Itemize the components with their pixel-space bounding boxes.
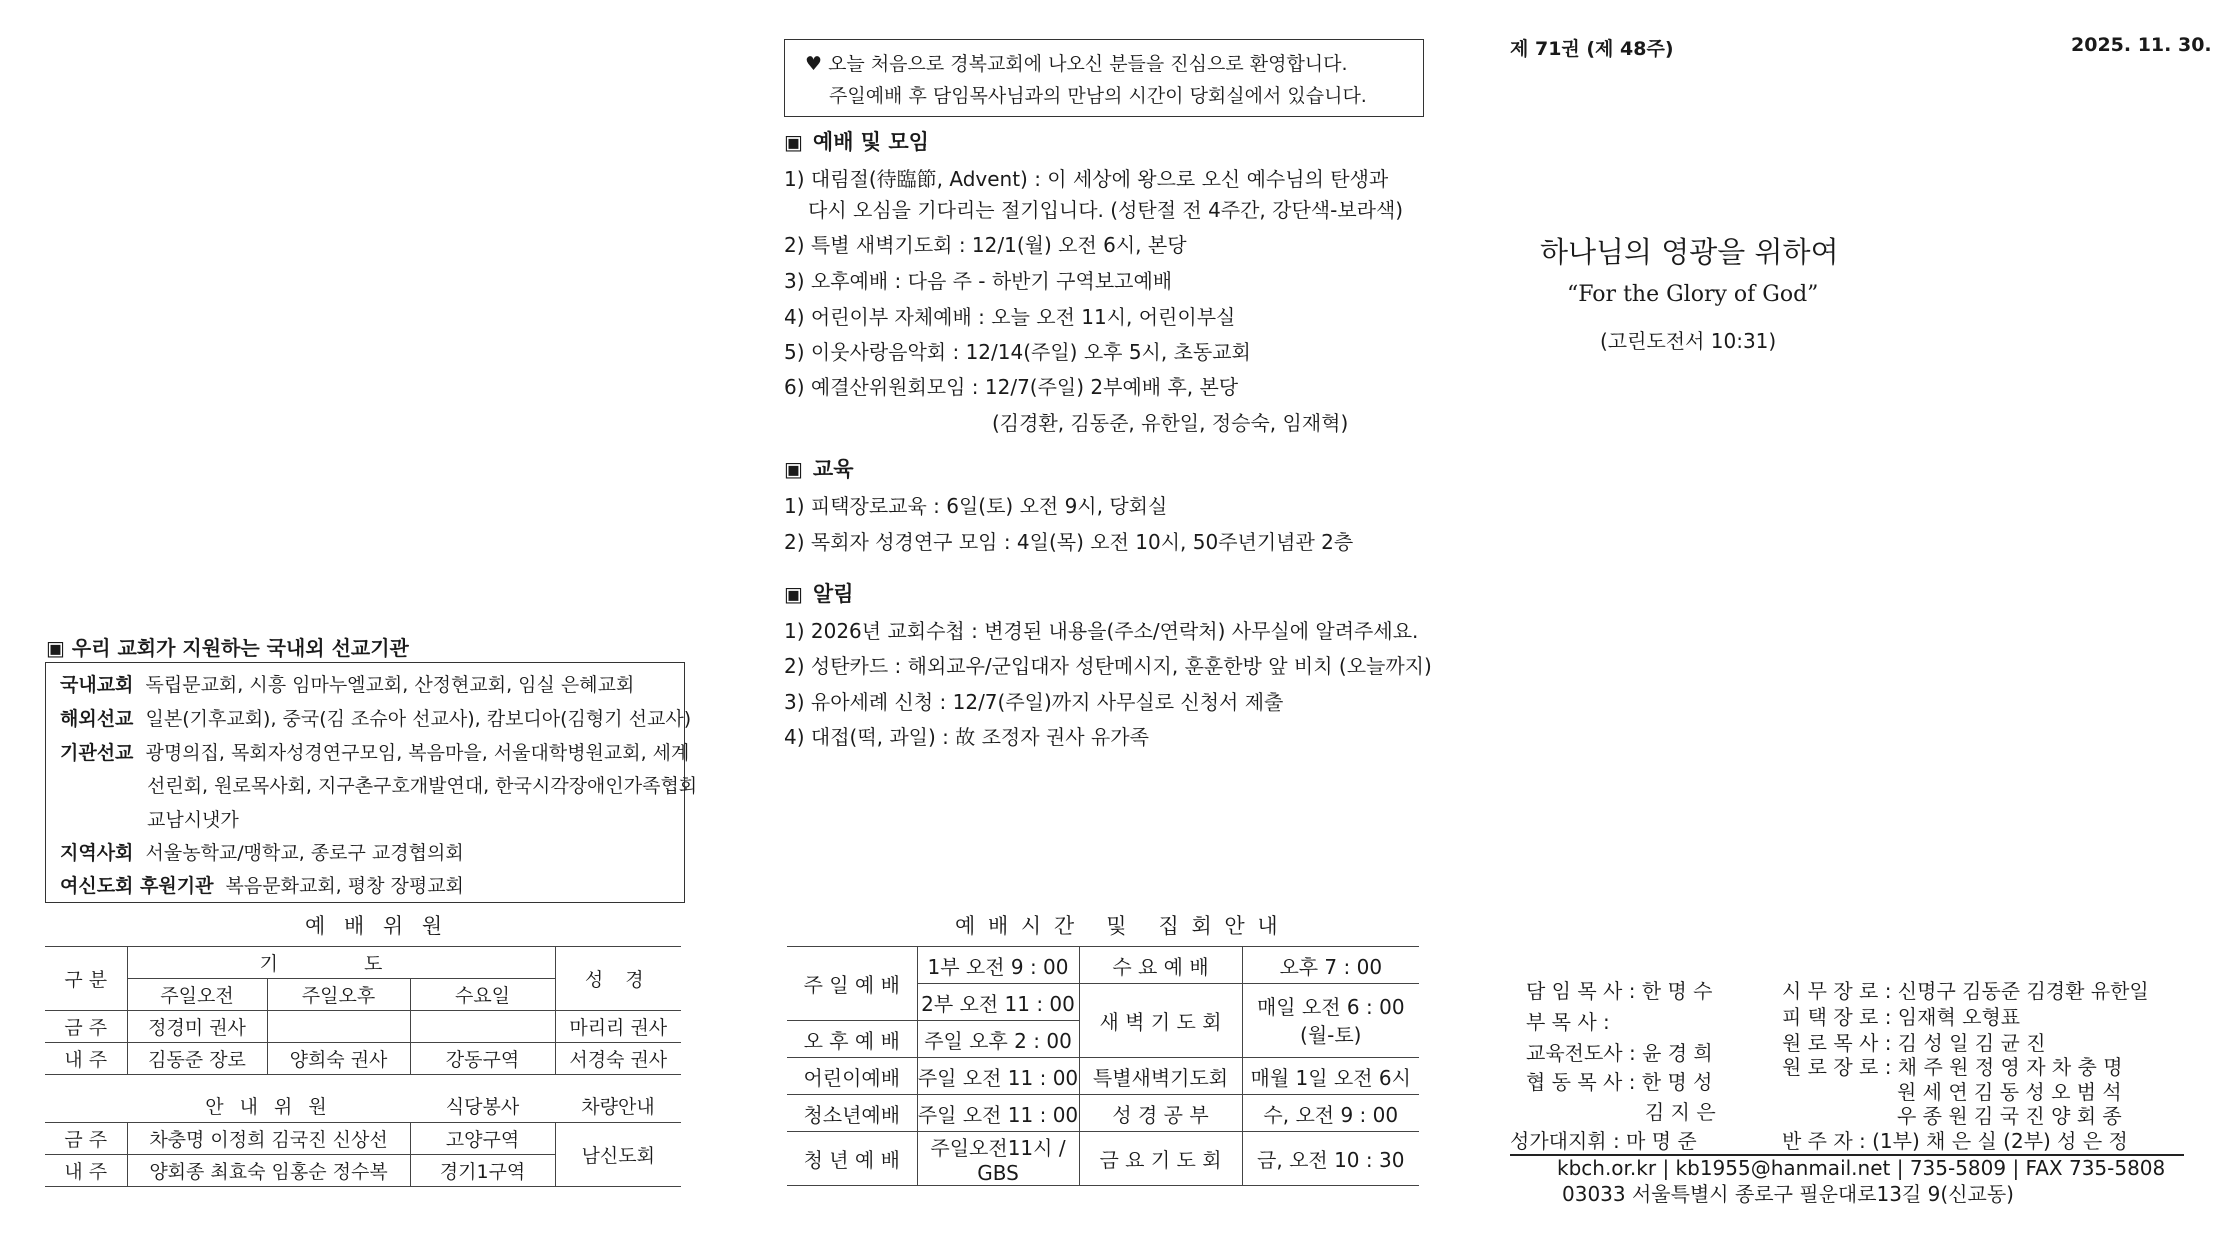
staff-entry: 김 지 은 [1645,1100,1716,1124]
motto-english: “For the Glory of God” [1567,282,1819,307]
welcome-box [784,39,1424,117]
staff-entry: 반 주 자 : (1부) 채 은 실 (2부) 성 은 정 [1782,1129,2128,1153]
schedule-table [787,946,1419,1186]
mission-box [45,662,698,903]
table-header: 기 도 [127,947,555,979]
worship-committee-table [45,946,681,1075]
schedule-title: 예 배 시 간 및 집 회 안 내 [955,914,1281,938]
list-item: 1) 2026년 교회수첩 : 변경된 내용을(주소/연락처) 사무실에 알려주세요. [784,619,1419,643]
table-row: 금 주 정경미 권사 마리리 권사 [45,1011,681,1043]
table-header: 구 분 [45,947,127,1011]
mission-row: 기관선교 광명의집, 목회자성경연구모임, 복음마을, 서울대학병원교회, 세계 [60,742,690,764]
table-header: 차량안내 [555,1090,681,1122]
welcome-line-2: 주일예배 후 담임목사님과의 만남의 시간이 당회실에서 있습니다. [829,85,1367,107]
list-item: 2) 특별 새벽기도회 : 12/1(월) 오전 6시, 본당 [784,233,1187,257]
motto-reference: (고린도전서 10:31) [1600,329,1777,353]
list-item: 3) 유아세례 신청 : 12/7(주일)까지 사무실로 신청서 제출 [784,690,1284,714]
table-row: 주 일 예 배 1부 오전 9 : 00 수 요 예 배 오후 7 : 00 [787,947,1419,984]
table-row: 청소년예배 주일 오전 11 : 00 성 경 공 부 수, 오전 9 : 00 [787,1095,1419,1132]
table-header: 성 경 [555,947,681,1011]
list-item: 6) 예결산위원회모임 : 12/7(주일) 2부예배 후, 본당 [784,375,1239,399]
table-row: 청 년 예 배 주일오전11시 / GBS 금 요 기 도 회 금, 오전 10 : 30 [787,1132,1419,1186]
section-education-heading: ▣ 교육 [784,457,854,481]
list-item: 다시 오심을 기다리는 절기입니다. (성탄절 전 4주간, 강단색-보라색) [808,198,1404,222]
mission-row: 지역사회 서울농학교/맹학교, 종로구 교경협의회 [60,842,464,864]
list-item: 2) 성탄카드 : 해외교우/군입대자 성탄메시지, 훈훈한방 앞 비치 (오늘까지) [784,654,1432,678]
mission-row: 해외선교 일본(기후교회), 중국(김 조슈아 선교사), 캄보디아(김형기 선교사) [60,708,692,730]
issue-date: 2025. 11. 30. [2071,34,2212,56]
mission-row: 여신도회 후원기관 복음문화교회, 평창 장평교회 [60,875,464,897]
church-address: 03033 서울특별시 종로구 필운대로13길 9(신교동) [1562,1182,2014,1206]
mission-row: 선린회, 원로목사회, 지구촌구호개발연대, 한국시각장애인가족협회 [147,775,698,797]
square-bullet-icon: ▣ [784,130,803,154]
staff-entry: 협 동 목 사 : 한 명 성 [1526,1070,1713,1094]
square-bullet-icon: ▣ [784,582,803,606]
staff-entry: 원 로 목 사 : 김 성 일 김 균 진 [1782,1031,2046,1055]
staff-entry: 담 임 목 사 : 한 명 수 [1526,979,1713,1003]
volume-number: 제 71권 (제 48주) [1510,38,1674,60]
car-guide-cell: 남신도회 [555,1122,681,1186]
table-header: 주일오전 [127,979,267,1011]
staff-entry: 피 택 장 로 : 임재혁 오형표 [1782,1005,2021,1029]
square-bullet-icon: ▣ [46,636,65,660]
table-header: 안 내 위 원 [127,1090,410,1122]
table-header: 주일오후 [267,979,410,1011]
worship-committee-title: 예 배 위 원 [305,914,449,938]
square-bullet-icon: ▣ [784,457,803,481]
table-row: 오 후 예 배 주일 오후 2 : 00 [787,1021,1419,1058]
section-notices-heading: ▣ 알림 [784,582,854,606]
section-worship-heading: ▣ 예배 및 모임 [784,130,929,154]
list-item: 3) 오후예배 : 다음 주 - 하반기 구역보고예배 [784,269,1173,293]
staff-entry: 시 무 장 로 : 신명구 김동준 김경환 유한일 [1782,979,2149,1003]
table-row: 내 주 김동준 장로 양희숙 권사 강동구역 서경숙 권사 [45,1043,681,1075]
staff-entry: 부 목 사 : [1526,1010,1610,1034]
list-item: (김경환, 김동준, 유한일, 정승숙, 임재혁) [992,411,1349,435]
guide-committee-table [45,1090,681,1187]
welcome-line-1: ♥ 오늘 처음으로 경복교회에 나오신 분들을 진심으로 환영합니다. [805,53,1348,75]
staff-entry: 우 종 원 김 국 진 양 회 종 [1897,1104,2122,1128]
table-header: 수요일 [410,979,555,1011]
table-row: 어린이예배 주일 오전 11 : 00 특별새벽기도회 매월 1일 오전 6시 [787,1058,1419,1095]
list-item: 1) 대림절(待臨節, Advent) : 이 세상에 왕으로 오신 예수님의 탄생과 [784,167,1389,191]
mission-row: 국내교회 독립문교회, 시흥 임마누엘교회, 산정현교회, 임실 은혜교회 [60,674,635,696]
list-item: 1) 피택장로교육 : 6일(토) 오전 9시, 당회실 [784,494,1168,518]
table-row: 내 주 양회종 최효숙 임홍순 정수복 경기1구역 [45,1154,681,1186]
staff-entry: 원 세 연 김 동 성 오 범 석 [1897,1080,2122,1104]
table-row: 2부 오전 11 : 00 새 벽 기 도 회 매일 오전 6 : 00 (월-토) [787,984,1419,1021]
contact-info: kbch.or.kr | kb1955@hanmail.net | 735-5809 | FAX 735-5808 [1557,1156,2166,1180]
list-item: 4) 대접(떡, 과일) : 故 조정자 권사 유가족 [784,725,1149,749]
mission-row: 교남시냇가 [147,809,239,831]
list-item: 5) 이웃사랑음악회 : 12/14(주일) 오후 5시, 초동교회 [784,340,1251,364]
list-item: 2) 목회자 성경연구 모임 : 4일(목) 오전 10시, 50주년기념관 2층 [784,530,1354,554]
table-header: 식당봉사 [410,1090,555,1122]
staff-entry: 원 로 장 로 : 채 주 원 정 영 자 차 충 명 [1782,1055,2123,1079]
staff-entry: 성가대지휘 : 마 명 준 [1510,1129,1697,1153]
table-row: 금 주 차충명 이정희 김국진 신상선 고양구역 남신도회 [45,1122,681,1154]
motto-korean: 하나님의 영광을 위하여 [1540,235,1839,269]
list-item: 4) 어린이부 자체예배 : 오늘 오전 11시, 어린이부실 [784,305,1236,329]
staff-entry: 교육전도사 : 윤 경 희 [1526,1041,1713,1065]
mission-title: ▣ 우리 교회가 지원하는 국내외 선교기관 [46,636,409,660]
